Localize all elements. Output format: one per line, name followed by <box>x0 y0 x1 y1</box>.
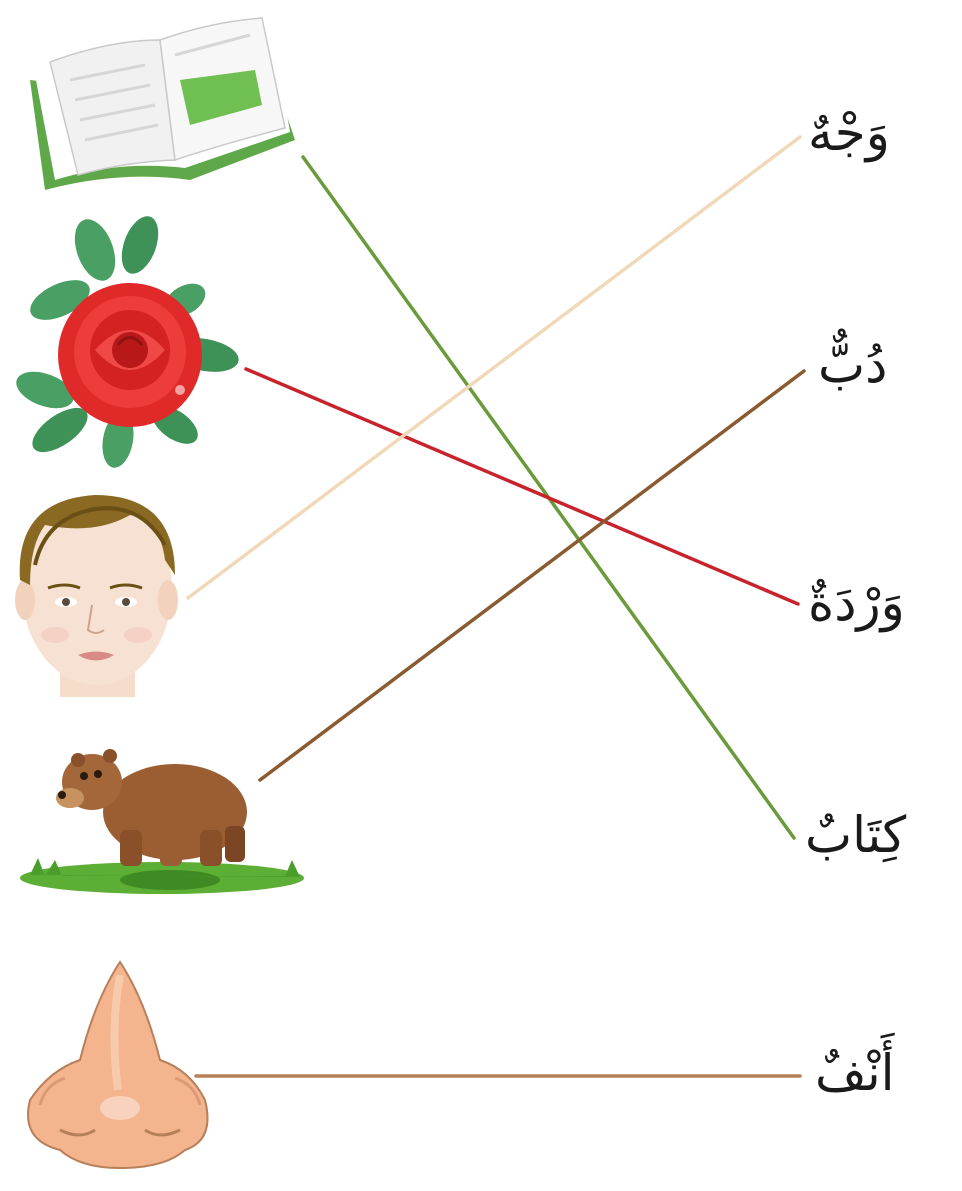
word-book[interactable]: كِتَابٌ <box>805 806 907 864</box>
book-icon <box>30 18 295 190</box>
word-rose[interactable]: وَرْدَةٌ <box>808 574 905 632</box>
word-nose[interactable]: أَنْفٌ <box>815 1044 895 1102</box>
rose-icon <box>11 211 241 470</box>
word-bear[interactable]: دُبٌّ <box>818 336 888 394</box>
match-line-rose[interactable] <box>246 369 798 604</box>
face-icon <box>15 495 178 697</box>
nose-icon <box>28 962 208 1168</box>
match-line-bear[interactable] <box>260 371 804 780</box>
bear-icon <box>20 749 304 894</box>
word-face[interactable]: وَجْهٌ <box>808 104 890 162</box>
match-line-face[interactable] <box>188 137 800 598</box>
